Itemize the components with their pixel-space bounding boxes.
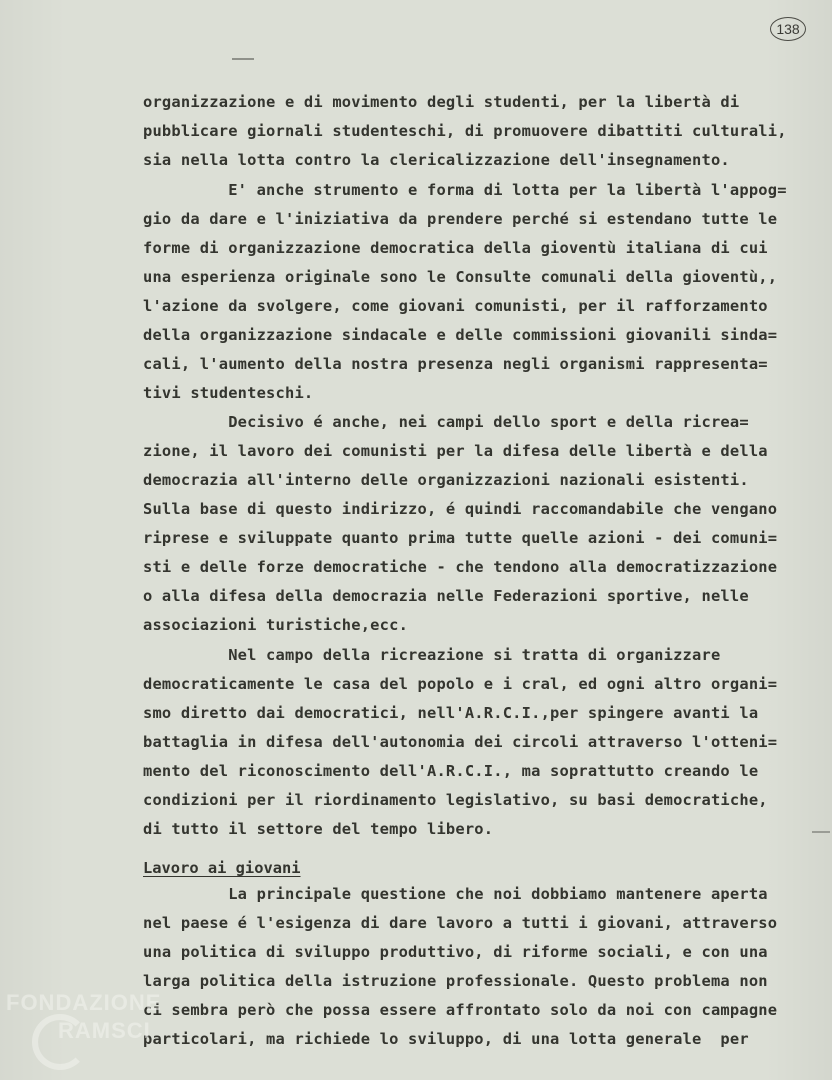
pen-mark <box>232 58 254 60</box>
watermark-line2: RAMSCI <box>58 1018 151 1043</box>
text-line: tivi studenteschi. <box>143 384 314 402</box>
text-line: Nel campo della ricreazione si tratta di organizzare <box>143 646 721 664</box>
text-line: Sulla base di questo indirizzo, é quindi raccomandabile che vengano <box>143 500 778 518</box>
text-line: zione, il lavoro dei comunisti per la difesa delle libertà e della <box>143 442 768 460</box>
text-line: gio da dare e l'iniziativa da prendere perché si estendano tutte le <box>143 210 778 228</box>
section-heading: Lavoro ai giovani <box>143 859 301 877</box>
text-line: battaglia in difesa dell'autonomia dei circoli attraverso l'otteni= <box>143 733 778 751</box>
text-line: di tutto il settore del tempo libero. <box>143 820 494 838</box>
text-line: ci sembra però che possa essere affrontato solo da noi con campagne <box>143 1001 778 1019</box>
text-line: forme di organizzazione democratica della gioventù italiana di cui <box>143 239 768 257</box>
text-line: o alla difesa della democrazia nelle Federazioni sportive, nelle <box>143 587 749 605</box>
text-line: condizioni per il riordinamento legislativo, su basi democratiche, <box>143 791 768 809</box>
text-line: E' anche strumento e forma di lotta per la libertà l'appog= <box>143 181 787 199</box>
text-line: riprese e sviluppate quanto prima tutte quelle azioni - dei comuni= <box>143 529 778 547</box>
text-line: nel paese é l'esigenza di dare lavoro a tutti i giovani, attraverso <box>143 914 778 932</box>
text-line: sti e delle forze democratiche - che tendono alla democratizzazione <box>143 558 778 576</box>
text-line: sia nella lotta contro la clericalizzazione dell'insegnamento. <box>143 151 730 169</box>
text-line: della organizzazione sindacale e delle commissioni giovanili sinda= <box>143 326 778 344</box>
margin-mark <box>812 831 830 833</box>
page-number: 138 <box>770 17 806 41</box>
text-line: pubblicare giornali studenteschi, di promuovere dibattiti culturali, <box>143 122 787 140</box>
text-line: particolari, ma richiede lo sviluppo, di una lotta generale per <box>143 1030 749 1048</box>
text-line: associazioni turistiche,ecc. <box>143 616 409 634</box>
text-line: smo diretto dai democratici, nell'A.R.C.I.,per spingere avanti la <box>143 704 759 722</box>
text-line: democraticamente le casa del popolo e i cral, ed ogni altro organi= <box>143 675 778 693</box>
text-line: l'azione da svolgere, come giovani comunisti, per il rafforzamento <box>143 297 768 315</box>
text-line: Decisivo é anche, nei campi dello sport e della ricrea= <box>143 413 749 431</box>
watermark-line1: FONDAZIONE <box>6 990 162 1015</box>
text-line: larga politica della istruzione professionale. Questo problema non <box>143 972 768 990</box>
text-line: mento del riconoscimento dell'A.R.C.I., ma soprattutto creando le <box>143 762 759 780</box>
text-line: democrazia all'interno delle organizzazioni nazionali esistenti. <box>143 471 749 489</box>
text-line: una politica di sviluppo produttivo, di riforme sociali, e con una <box>143 943 768 961</box>
text-line: La principale questione che noi dobbiamo mantenere aperta <box>143 885 768 903</box>
text-line: cali, l'aumento della nostra presenza negli organismi rappresenta= <box>143 355 768 373</box>
text-line: organizzazione e di movimento degli studenti, per la libertà di <box>143 93 740 111</box>
text-line: una esperienza originale sono le Consulte comunali della gioventù,, <box>143 268 778 286</box>
watermark-logo <box>6 990 206 1070</box>
